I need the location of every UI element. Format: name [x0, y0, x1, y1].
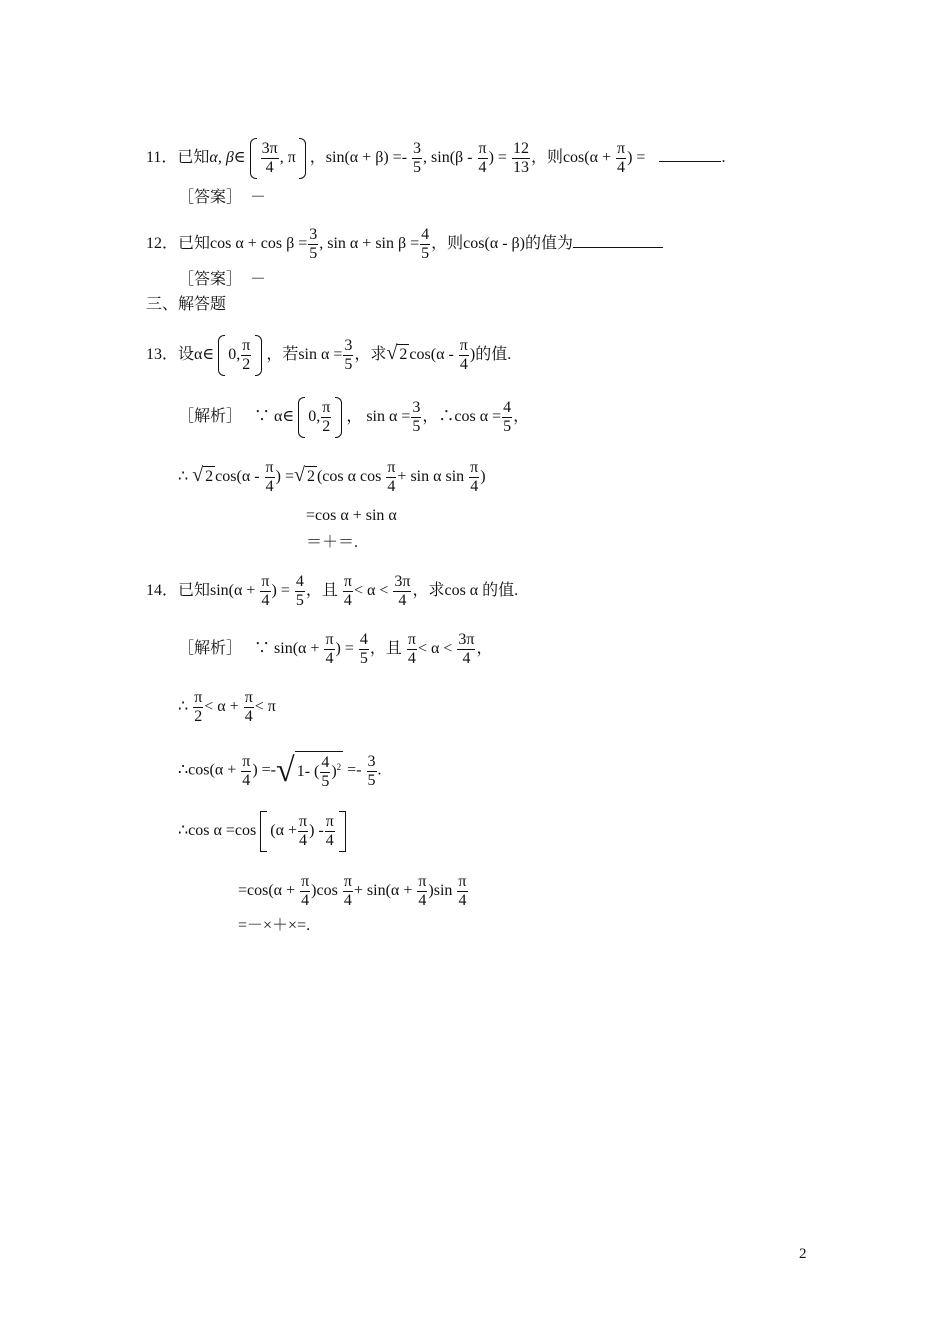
- solution-label: ［解析］: [178, 640, 243, 658]
- answer-11: [178, 188, 266, 208]
- solution-14-line-1: ［解析］ ∵ sin(α + $\frac{\pi}{4}$ ) = $\frac{4}{5}$ ，且 $\frac{\pi}{4}$ < α < $\frac{3\pi}{4}$ ，: [178, 631, 493, 667]
- answer-12: [178, 270, 266, 290]
- solution-13-line-2: ∴ √ 2 cos(α - $\frac{\pi}{4}$ ) =√ 2 (cos α cos $\frac{\pi}{4}$ + sin α sin $\frac{\pi}{4}$ ): [178, 459, 486, 495]
- fraction: $\frac{3\pi}{4}$: [261, 140, 278, 176]
- fraction: $\frac{\pi}{4}$: [458, 873, 467, 909]
- fraction: $\frac{\pi}{4}$: [470, 459, 479, 495]
- solution-14-line-5: =cos(α + $\frac{\pi}{4}$ )cos $\frac{\pi}{4}$ + sin(α + $\frac{\pi}{4}$ )sin $\frac{\pi}{4}$: [238, 873, 467, 909]
- answer-blank: [659, 161, 721, 162]
- fraction: $\frac{\pi}{4}$: [301, 873, 310, 909]
- fraction: $\frac{4}{5}$: [359, 631, 368, 667]
- solution-13-line-3: =cos α + sin α: [306, 507, 397, 524]
- solution-14-line-6: =－×＋×=.: [238, 917, 311, 934]
- fraction: $\frac{3}{5}$: [412, 399, 421, 435]
- fraction: $\frac{12}{13}$: [512, 140, 529, 176]
- radicand: 2: [399, 346, 408, 364]
- solution-14-line-3: ∴cos(α + $\frac{\pi}{4}$ ) =-√ 1- ( $\frac{4}{5}$ )$^2$ =- $\frac{3}{5}$ .: [178, 752, 382, 790]
- fraction: $\frac{4}{5}$: [421, 226, 430, 262]
- fraction: $\frac{\pi}{4}$: [244, 689, 253, 725]
- fraction: $\frac{\pi}{4}$: [387, 459, 396, 495]
- fraction: $\frac{\pi}{4}$: [617, 140, 626, 176]
- fraction: $\frac{\pi}{4}$: [298, 813, 308, 849]
- question-14: 14．已知sin(α + $\frac{\pi}{4}$ ) = $\frac{4}{5}$ ，且 $\frac{\pi}{4}$ < α < $\frac{3\pi}{4}$ ，求cos α 的值.: [146, 573, 519, 609]
- answer-label: ［答案］: [178, 271, 243, 288]
- question-number: 11．已知: [146, 149, 210, 167]
- fraction: $\frac{\pi}{4}$: [242, 752, 251, 789]
- fraction: $\frac{4}{5}$: [503, 399, 512, 435]
- question-number: 13．设: [146, 346, 195, 364]
- fraction: $\frac{\pi}{4}$: [343, 873, 352, 909]
- fraction: $\frac{3}{5}$: [344, 337, 353, 373]
- fraction: $\frac{4}{5}$: [295, 573, 304, 609]
- radicand: 2: [306, 468, 315, 486]
- fraction: $\frac{\pi}{4}$: [325, 631, 334, 667]
- solution-14-line-2: ∴ $\frac{\pi}{2}$ < α + $\frac{\pi}{4}$ < π: [178, 689, 276, 725]
- question-number: 14．已知sin(α +: [146, 582, 256, 600]
- solution-13-line-4: ＝＋＝.: [306, 534, 359, 551]
- sqrt-sign: √: [192, 464, 204, 487]
- fraction: $\frac{\pi}{2}$: [194, 689, 203, 725]
- solution-13-line-1: ［解析］ ∵ α∈ 0, $\frac{\pi}{2}$ ， sin α = $\frac{3}{5}$ ，∴cos α = $\frac{4}{5}$ ，: [178, 399, 530, 435]
- question-number: 12．已知cos α + cos β =: [146, 235, 308, 253]
- solution-14-line-4: ∴cos α =cos (α + $\frac{\pi}{4}$ ) - $\frac{\pi}{4}$: [178, 813, 346, 850]
- question-13: 13．设α∈ 0, $\frac{\pi}{2}$ ，若sin α = $\frac{3}{5}$ ，求√ 2 cos(α - $\frac{\pi}{4}$ )的值.: [146, 337, 512, 373]
- radicand: 1- ( $\frac{4}{5}$ )$^2$: [295, 751, 343, 791]
- fraction: $\frac{4}{5}$: [321, 754, 330, 790]
- section-heading: 三、解答题: [146, 296, 227, 313]
- fraction: $\frac{3}{5}$: [309, 226, 318, 262]
- sqrt-sign: √: [293, 464, 305, 487]
- fraction: $\frac{\pi}{4}$: [265, 459, 274, 495]
- answer-value: －: [250, 189, 267, 206]
- fraction: $\frac{\pi}{4}$: [325, 813, 334, 849]
- interval: 0, $\frac{\pi}{2}$: [298, 399, 342, 436]
- fraction: $\frac{3}{5}$: [367, 752, 376, 789]
- fraction: $\frac{\pi}{4}$: [459, 337, 468, 373]
- interval: 0, $\frac{\pi}{2}$: [218, 337, 262, 374]
- fraction: $\frac{\pi}{4}$: [343, 573, 352, 609]
- fraction: $\frac{3\pi}{4}$: [394, 573, 411, 609]
- bracket: (α + $\frac{\pi}{4}$ ) - $\frac{\pi}{4}$: [260, 813, 346, 850]
- fraction: $\frac{3}{5}$: [413, 140, 422, 176]
- interval: $\frac{3\pi}{4}$ , π: [250, 140, 306, 177]
- radicand: 2: [205, 468, 214, 486]
- fraction: $\frac{\pi}{4}$: [261, 573, 270, 609]
- solution-label: ［解析］: [178, 408, 243, 426]
- fraction: $\frac{\pi}{4}$: [418, 873, 427, 909]
- answer-label: ［答案］: [178, 189, 243, 206]
- page-number: 2: [799, 1246, 807, 1262]
- answer-value: －: [250, 271, 267, 288]
- sqrt-sign: √: [386, 342, 398, 365]
- fraction: $\frac{\pi}{4}$: [407, 631, 416, 667]
- fraction: $\frac{\pi}{2}$: [322, 399, 331, 435]
- sqrt-sign: √: [276, 752, 295, 789]
- answer-blank: [573, 247, 663, 248]
- question-12: 12．已知cos α + cos β = $\frac{3}{5}$ , sin α + sin β = $\frac{4}{5}$ ，则cos(α - β)的值为: [146, 226, 663, 263]
- fraction: $\frac{\pi}{4}$: [478, 140, 487, 176]
- fraction: $\frac{3\pi}{4}$: [458, 631, 475, 667]
- question-11: 11．已知α, β∈ $\frac{3\pi}{4}$ , π ，sin(α + β) =- $\frac{3}{5}$ , sin(β - $\frac{\pi}{4}$ ) = $\frac{12}{13}$ ，则cos(α + $\frac{\pi}{4}$ ) = .: [146, 140, 726, 176]
- fraction: $\frac{\pi}{2}$: [242, 337, 251, 373]
